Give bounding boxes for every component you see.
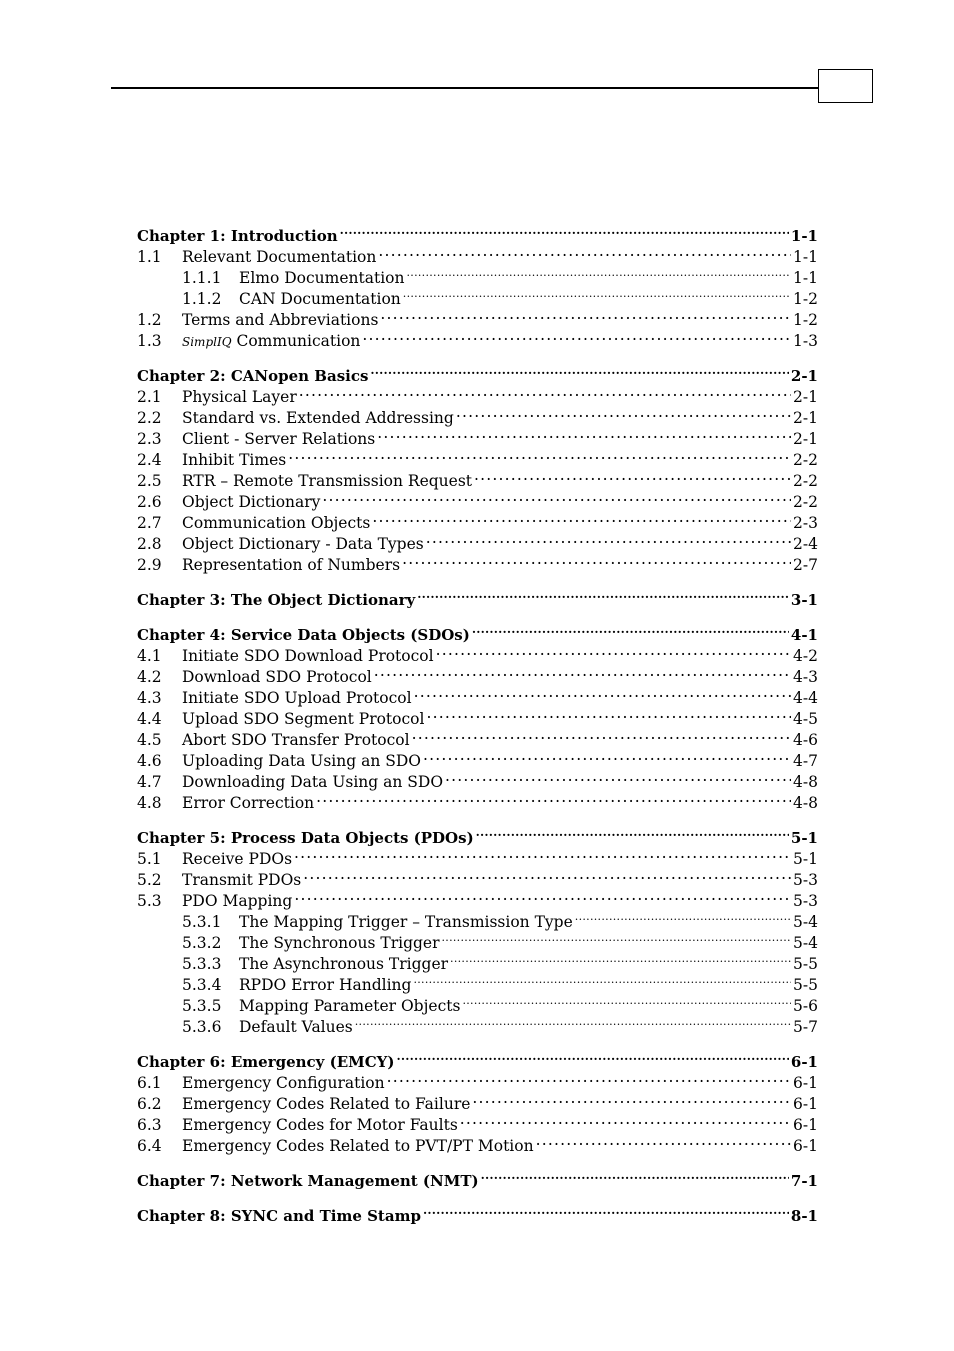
toc-entry-number: 4.4 xyxy=(137,710,162,728)
dot-leader xyxy=(426,703,791,724)
toc-page-number: 5-4 xyxy=(793,913,818,931)
toc-entry-number: 2.2 xyxy=(137,409,162,427)
toc-entry-title: Chapter 2: CANopen Basics xyxy=(137,367,369,385)
toc-entry-title: Abort SDO Transfer Protocol xyxy=(182,731,410,749)
dot-leader xyxy=(417,584,789,605)
toc-entry-number: 5.2 xyxy=(137,871,162,889)
toc-entry-title: Mapping Parameter Objects xyxy=(239,997,461,1015)
toc-entry-number: 2.5 xyxy=(137,472,162,490)
page-number-box xyxy=(818,69,873,103)
dot-leader xyxy=(436,640,791,661)
toc-entry-title: Uploading Data Using an SDO xyxy=(182,752,422,770)
toc-entry-title: Client - Server Relations xyxy=(182,430,376,448)
toc-entry-title: Chapter 3: The Object Dictionary xyxy=(137,591,416,609)
dot-leader xyxy=(316,787,791,808)
toc-chapter-entry[interactable] xyxy=(137,1165,818,1190)
toc-page-number: 6-1 xyxy=(793,1074,818,1092)
toc-page-number: 6-1 xyxy=(793,1116,818,1134)
toc-page-number: 4-6 xyxy=(793,731,818,749)
dot-leader xyxy=(536,1130,791,1151)
toc-page-number: 1-1 xyxy=(793,248,818,266)
toc-entry-title: Initiate SDO Upload Protocol xyxy=(182,689,412,707)
toc-page-number: 2-1 xyxy=(790,367,818,385)
dot-leader xyxy=(412,724,791,745)
dot-leader xyxy=(362,325,791,346)
dot-leader xyxy=(481,1165,789,1186)
dot-leader xyxy=(413,969,791,990)
toc-entry-number: 6.2 xyxy=(137,1095,162,1113)
dot-leader xyxy=(406,262,791,283)
toc-entry-title: Emergency Codes for Motor Faults xyxy=(182,1116,458,1134)
dot-leader xyxy=(456,402,791,423)
toc-chapter-entry[interactable] xyxy=(137,1200,818,1225)
toc-entry-title: Chapter 7: Network Management (NMT) xyxy=(137,1172,479,1190)
toc-page-number: 6-1 xyxy=(793,1137,818,1155)
toc-entry-number: 2.7 xyxy=(137,514,162,532)
toc-entry-title: Receive PDOs xyxy=(182,850,293,868)
toc-entry-number: 2.1 xyxy=(137,388,162,406)
dot-leader xyxy=(355,1011,791,1032)
toc-chapter-entry[interactable] xyxy=(137,584,818,609)
toc-page-number: 2-4 xyxy=(793,535,818,553)
toc-chapter-entry[interactable] xyxy=(137,822,818,847)
toc-entry-title: The Mapping Trigger – Transmission Type xyxy=(239,913,573,931)
toc-entry-title: Emergency Configuration xyxy=(182,1074,385,1092)
simpliq-brand: SimplIQ xyxy=(182,335,232,349)
header-rule xyxy=(111,87,819,89)
dot-leader xyxy=(340,220,789,241)
toc-entry-title: Chapter 5: Process Data Objects (PDOs) xyxy=(137,829,474,847)
toc-entry-title: Chapter 8: SYNC and Time Stamp xyxy=(137,1207,421,1225)
toc-page-number: 2-2 xyxy=(793,472,818,490)
dot-leader xyxy=(403,283,791,304)
toc-chapter-entry[interactable] xyxy=(137,1046,818,1071)
toc-page-number: 5-6 xyxy=(793,997,818,1015)
toc-entry-number: 2.6 xyxy=(137,493,162,511)
toc-entry-title: Terms and Abbreviations xyxy=(182,311,379,329)
toc-entry-title: Downloading Data Using an SDO xyxy=(182,773,444,791)
dot-leader xyxy=(472,619,789,640)
toc-page-number: 1-1 xyxy=(793,269,818,287)
dot-leader xyxy=(396,1046,788,1067)
toc-page-number: 5-3 xyxy=(793,871,818,889)
toc-entry-number: 2.8 xyxy=(137,535,162,553)
dot-leader xyxy=(423,1200,789,1221)
toc-entry-title: Elmo Documentation xyxy=(239,269,405,287)
toc-entry-number: 6.1 xyxy=(137,1074,162,1092)
dot-leader xyxy=(445,766,791,787)
toc-entry-number: 1.3 xyxy=(137,332,162,350)
toc-page-number: 2-1 xyxy=(793,388,818,406)
dot-leader xyxy=(423,745,791,766)
dot-leader xyxy=(414,682,791,703)
dot-leader xyxy=(303,864,791,885)
toc-entry-title: Object Dictionary - Data Types xyxy=(182,535,424,553)
toc-page-number: 5-1 xyxy=(790,829,818,847)
dot-leader xyxy=(402,549,791,570)
toc-entry-title: Physical Layer xyxy=(182,388,297,406)
toc-entry-number: 5.3 xyxy=(137,892,162,910)
toc-entry-title: Standard vs. Extended Addressing xyxy=(182,409,454,427)
toc-page-number: 1-2 xyxy=(793,290,818,308)
dot-leader xyxy=(294,885,791,906)
toc-entry-title: Upload SDO Segment Protocol xyxy=(182,710,425,728)
toc-entry-number: 5.3.3 xyxy=(182,955,222,973)
toc-entry-number: 4.2 xyxy=(137,668,162,686)
toc-page-number: 5-5 xyxy=(793,976,818,994)
toc-page-number: 7-1 xyxy=(790,1172,818,1190)
toc-entry-title-text: Communication xyxy=(236,332,361,350)
toc-entry-number: 4.6 xyxy=(137,752,162,770)
toc-entry-number: 1.2 xyxy=(137,311,162,329)
toc-entry-number: 5.3.2 xyxy=(182,934,222,952)
dot-leader xyxy=(474,465,791,486)
dot-leader xyxy=(476,822,789,843)
toc-entry-number: 5.3.6 xyxy=(182,1018,222,1036)
toc-page-number: 5-4 xyxy=(793,934,818,952)
toc-page-number: 4-8 xyxy=(793,773,818,791)
dot-leader xyxy=(377,423,791,444)
dot-leader xyxy=(370,360,788,381)
toc-entry-title: Download SDO Protocol xyxy=(182,668,372,686)
toc-entry-title: Chapter 6: Emergency (EMCY) xyxy=(137,1053,395,1071)
dot-leader xyxy=(472,1088,791,1109)
toc-entry-title: RTR – Remote Transmission Request xyxy=(182,472,473,490)
toc-page-number: 6-1 xyxy=(793,1095,818,1113)
toc-entry-title: The Asynchronous Trigger xyxy=(239,955,449,973)
toc-page-number: 1-1 xyxy=(790,227,818,245)
toc-page-number: 2-7 xyxy=(793,556,818,574)
toc-entry-number: 1.1.2 xyxy=(182,290,222,308)
toc-page-number: 5-1 xyxy=(793,850,818,868)
toc-entry-number: 1.1.1 xyxy=(182,269,222,287)
toc-entry-number: 2.4 xyxy=(137,451,162,469)
toc-entry-number: 1.1 xyxy=(137,248,162,266)
toc-page-number: 5-7 xyxy=(793,1018,818,1036)
toc-entry-number: 2.9 xyxy=(137,556,162,574)
toc-chapter-entry[interactable] xyxy=(137,360,818,385)
dot-leader xyxy=(442,927,792,948)
dot-leader xyxy=(462,990,791,1011)
toc-page-number: 4-7 xyxy=(793,752,818,770)
toc-entry-title: The Synchronous Trigger xyxy=(239,934,440,952)
toc-page-number: 8-1 xyxy=(790,1207,818,1225)
toc-entry-number: 4.8 xyxy=(137,794,162,812)
toc-entry-title: Emergency Codes Related to PVT/PT Motion xyxy=(182,1137,534,1155)
toc-entry-number: 4.7 xyxy=(137,773,162,791)
toc-page-number: 4-5 xyxy=(793,710,818,728)
toc-entry-title: CAN Documentation xyxy=(239,290,401,308)
toc-page-number: 2-1 xyxy=(793,409,818,427)
dot-leader xyxy=(372,507,791,528)
dot-leader xyxy=(378,241,791,262)
toc-page-number: 2-2 xyxy=(793,451,818,469)
toc-entry-title: Chapter 1: Introduction xyxy=(137,227,338,245)
toc-page-number: 4-8 xyxy=(793,794,818,812)
toc-entry-title: PDO Mapping xyxy=(182,892,293,910)
toc-entry-title: Representation of Numbers xyxy=(182,556,401,574)
toc-entry-title: Communication Objects xyxy=(182,514,371,532)
dot-leader xyxy=(387,1067,791,1088)
toc-page-number: 4-2 xyxy=(793,647,818,665)
toc-entry-title: Relevant Documentation xyxy=(182,248,377,266)
toc-entry-number: 4.3 xyxy=(137,689,162,707)
dot-leader xyxy=(460,1109,791,1130)
dot-leader xyxy=(380,304,791,325)
dot-leader xyxy=(288,444,791,465)
toc-entry-title: Chapter 4: Service Data Objects (SDOs) xyxy=(137,626,470,644)
toc-entry-number: 4.5 xyxy=(137,731,162,749)
dot-leader xyxy=(322,486,791,507)
dot-leader xyxy=(294,843,791,864)
toc-entry-title: Initiate SDO Download Protocol xyxy=(182,647,434,665)
toc-page-number: 5-5 xyxy=(793,955,818,973)
toc-entry-title: Inhibit Times xyxy=(182,451,287,469)
toc-page-number: 4-3 xyxy=(793,668,818,686)
toc-chapter-entry[interactable] xyxy=(137,220,818,245)
dot-leader xyxy=(575,906,791,927)
dot-leader xyxy=(450,948,791,969)
toc-page-number: 4-4 xyxy=(793,689,818,707)
toc-entry-number: 6.4 xyxy=(137,1137,162,1155)
dot-leader xyxy=(299,381,791,402)
toc-entry-title: Transmit PDOs xyxy=(182,871,302,889)
toc-page-number: 5-3 xyxy=(793,892,818,910)
toc-entry-title xyxy=(182,331,360,353)
toc-entry-number: 5.3.4 xyxy=(182,976,222,994)
toc-entry-title: Error Correction xyxy=(182,794,315,812)
toc-entry-number: 5.3.5 xyxy=(182,997,222,1015)
toc-entry-title: Emergency Codes Related to Failure xyxy=(182,1095,471,1113)
toc-entry-title: RPDO Error Handling xyxy=(239,976,412,994)
toc-page-number: 1-3 xyxy=(793,332,818,350)
toc-page-number: 3-1 xyxy=(790,591,818,609)
toc-entry-number: 6.3 xyxy=(137,1116,162,1134)
toc-entry-number: 2.3 xyxy=(137,430,162,448)
toc-entry-number: 5.3.1 xyxy=(182,913,222,931)
toc-entry-title: Default Values xyxy=(239,1018,353,1036)
toc-chapter-entry[interactable] xyxy=(137,619,818,644)
toc-page-number: 2-1 xyxy=(793,430,818,448)
toc-entry-title: Object Dictionary xyxy=(182,493,321,511)
toc-entry-number: 5.1 xyxy=(137,850,162,868)
toc-entry-number: 4.1 xyxy=(137,647,162,665)
toc-page-number: 2-2 xyxy=(793,493,818,511)
toc-page-number: 6-1 xyxy=(790,1053,818,1071)
toc-page-number: 1-2 xyxy=(793,311,818,329)
toc-page-number: 2-3 xyxy=(793,514,818,532)
toc-page-number: 4-1 xyxy=(790,626,818,644)
dot-leader xyxy=(426,528,791,549)
table-of-contents xyxy=(137,220,818,1225)
dot-leader xyxy=(374,661,791,682)
